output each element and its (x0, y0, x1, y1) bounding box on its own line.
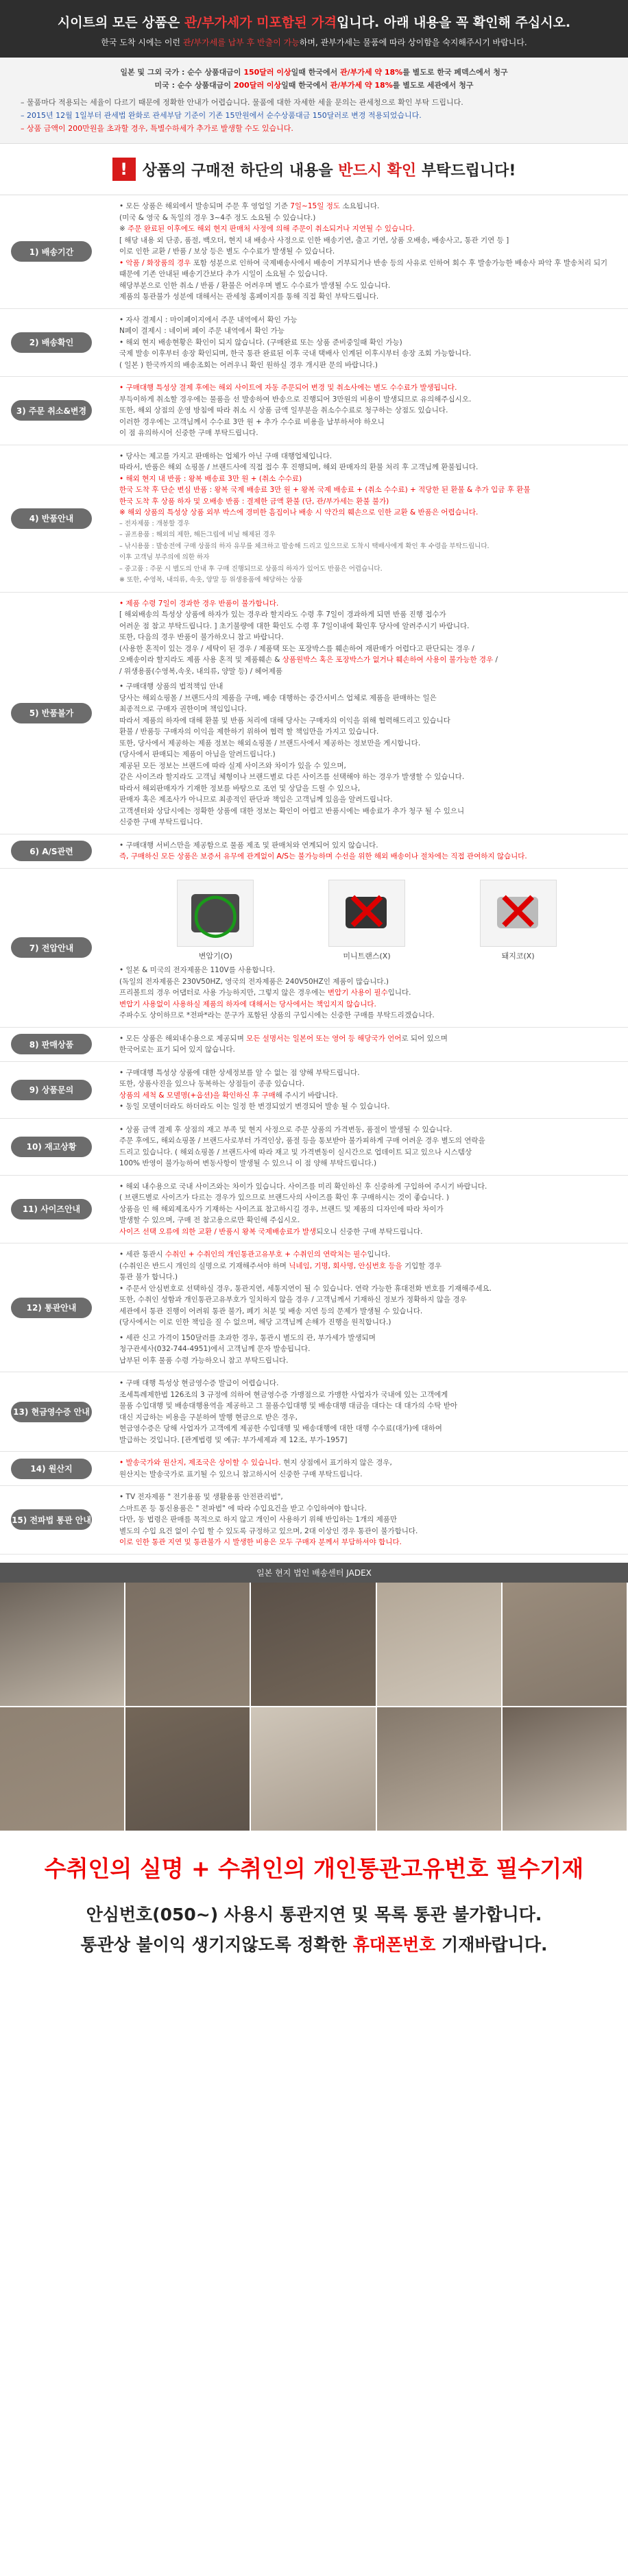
voltage-images (119, 874, 614, 965)
tax-header (0, 0, 628, 58)
check-icon: ○ (191, 880, 240, 945)
section-shipping-period: 1) 배송기간 • 모든 상품은 해외에서 발송되며 주문 후 영업일 기준 7일~15일 정도 소요됩니다. (미국 & 영국 & 독일의 경우 3~4주 정도 소요될 수 있습니다.) ※ 주문 완료된 이후에도 해외 현지 판매처 사정에 의해 주문이 취소되거나 지연될 수 있습니다. [ 해당 내용 외 단종, 품절, 백오더, 현지 내 배송사 사정으로 인한 배송기연, 출고 기연, 상품 오배송, 배송사고, 통관 기연 등 ] 이로 인한 교환 / 반품 / 보상 등은 별도 수수료가 발생될 수 있습니다. • 악품 / 화장품의 경우 포함 성분으로 인하여 국제배송사에서 배송이 거부되거나 반송 등의 사유로 인하여 회수 후 발송가능한 배송사 파악 후 발송처리 되기 때문에 기존 안내된 배송기간보다 추가 시일이 소요될 수 있습니다. 해당부분으로 인한 취소 / 반품 / 환불은 어려우며 별도 수수료가 발생될 수도 있습니다. 제품의 통관불가 성분에 대해서는 관세청 홈페이지를 통해 직접 확인 부탁드립니다. (0, 195, 628, 309)
section-label: 5) 반품불가 (11, 703, 92, 723)
bottom-line-1: 수취인의 실명 + 수취인의 개인통관고유번호 필수기재 (44, 1855, 584, 1882)
section-inquiry: 9) 상품문의 • 구매대행 특성상 상품에 대한 상세정보를 알 수 없는 점 양해 부탁드립니다. 또한, 상품사진을 있으나 동복하는 상점들이 종종 있습니다. 상품의 세척 & 모델명(+옵션)을 확인하신 후 구매해 주시기 바랍니다. • 동일 모델이더라도 하더라도 이는 일정 한 변경되었기 변경되어 발송 될 수 있습니다. (0, 1062, 628, 1119)
section-voltage: 7) 전압안내 ○ 변압기(O) ✕ 미니트랜스(X) ✕ 돼지코(X) • 일본 & 미국의 전자제품은 110V를 사용합니다. (독일의 전자제품은 230V50HZ, 영국의 전자제품은 240V50HZ인 제품이 많습니다.) 프리볼트의 경우 어댑터로 사용 가능하지만, 그렇지 않은 경우에는 변압기 사용이 필수입니다. 변압기 사용없이 사용하실 제품의 하자에 대해서는 당사에서는 책임지지 않습니다. 주파수도 상이하므로 *전파*라는 문구가 포함된 상품의 구입시에는 신중한 구매를 부탁드리겠습니다. (0, 869, 628, 1028)
warehouse-photo (0, 1706, 125, 1831)
section-cash-receipt: 13) 현금영수증 안내 • 구매 대행 특성상 현금영수증 발급이 어렵습니다. 조세특례제한법 126조의 3 규정에 의하여 현금영수증 가맹점으로 가맹한 사업자가 국내에 있는 고객에게 물품 수입대행 및 배송대행용역을 제공하고 그 물품수입대행 및 배송대행 대금을 대다는 대 대가의 수탁 받아 대신 지급하는 비용을 구분하여 발행 현금으로 받은 경우, 현금영수증은 당해 사업자가 고객에게 제공한 수입대행 및 배송대행에 대한 대행 수수료(대가)에 대하여 발급하는 것입니다. [관계법령 및 예규: 부가세제과 제 12조, 부가-1957] (0, 1372, 628, 1452)
section-label: 1) 배송기간 (11, 241, 92, 262)
bottom-line-3: 통관상 불이익 생기지않도록 정확한 휴대폰번호 기재바랍니다. (80, 1934, 548, 1955)
section-origin: 14) 원산지 • 발송국가와 원산지, 제조국은 상이할 수 있습니다. 현지 상점에서 표기하지 않은 경우, 원산지는 발송국가로 표기될 수 있으니 참고하시어 신중한 구매 부탁드립니다. (0, 1452, 628, 1486)
section-products: 8) 판매상품 • 모든 상품은 해외내수용으로 제공되며 모든 설명서는 일본어 또는 영어 등 해당국가 언어로 되어 있으며 한국어로는 표기 되어 있지 않습니다. (0, 1028, 628, 1062)
section-label: 9) 상품문의 (11, 1080, 92, 1100)
warehouse-photo (503, 1583, 628, 1706)
section-label: 6) A/S관련 (11, 841, 92, 861)
section-label: 12) 통관안내 (11, 1298, 92, 1318)
gallery-title: 일본 현지 법인 배송센터 JADEX (0, 1563, 628, 1583)
section-label: 3) 주문 취소&변경 (11, 400, 92, 421)
section-label: 7) 전압안내 (11, 937, 92, 958)
section-order-cancel: 3) 주문 취소&변경 • 구매대행 특성상 결제 후에는 해외 사이트에 자동 주문되어 변경 및 취소사에는 별도 수수료가 발생됩니다. 부득이하게 취소할 경우에는 물품을 선 발송하여 반송으로 진행되어 3만원의 비용이 발생되므로 유의해주십시오. 또한, 해외 상점의 운영 방침에 따라 취소 시 상품 금액 일부분을 취소수수료로 청구하는 상점도 있습니다. 이러한 경우에는 고객님께서 수수료 3만 원 + 추가 수수료 비용을 납부하셔야 하오니 이 점 유의하시어 신중한 구매 부탁드립니다. (0, 377, 628, 445)
section-label: 4) 반품안내 (11, 508, 92, 529)
warehouse-photo (0, 1583, 125, 1706)
tax-info (0, 58, 628, 143)
tax-notes: – 물품마다 적용되는 세율이 다르기 때문에 정확한 안내가 어렵습니다. 물품에 대한 자세한 세율 문의는 관세청으로 확인 부탁 드립니다. – 2015년 12월 1일부터 관세법 완화로 관세부담 기준이 기존 15만원에서 순수상품대금 150달러로 변경 적용되었습니다. – 상품 금액이 200만원을 초과할 경우, 특별수하세가 추가로 발생할 수도 있습니다. (21, 98, 463, 133)
warehouse-photo (251, 1706, 376, 1831)
banner-title: 상품의 구매전 하단의 내용을 반드시 확인 부탁드립니다! (142, 162, 516, 179)
section-as: 6) A/S관련 • 구매대행 서비스만을 제공함으로 물품 제조 및 판매처와 연계되어 있지 않습니다. 즉, 구매하신 모든 상품은 보증서 유무에 관계없이 A/S는 불가능하며 수선을 위한 해외 배송이나 절차에는 직접 관여하지 않습니다. (0, 834, 628, 869)
warehouse-photo (125, 1583, 251, 1706)
section-stock: 10) 재고상황 • 상품 금액 결제 후 상점의 재고 부족 및 현지 사정으로 주문 상품의 가격변동, 품절이 발생될 수 있습니다. 주문 후에도, 해외쇼핑몰 / 브랜드사로부터 가격인상, 품절 등을 통보받아 불가피하게 구매 어려운 경우 별도의 연락을 드리고 있습니다. ( 해외쇼핑몰 / 브랜드사에 따라 재고 및 가격변동이 실시간으로 업데이트 되고 있으나 시스템상 100% 반영이 불가능하여 변동사항이 발생될 수 있으니 이 점 양해 부탁드립니다.) (0, 1119, 628, 1176)
section-label: 13) 현금영수증 안내 (11, 1402, 92, 1422)
tax-usa-line: 미국 : 순수 상품대금이 200달러 이상일때 한국에서 관/부가세 약 18%를 별도로 세관에서 청구 (154, 81, 474, 90)
section-label: 10) 재고상황 (11, 1137, 92, 1157)
section-return-info: 4) 반품안내 • 당사는 제고를 가지고 판매하는 업체가 아닌 구매 대행업체입니다. 따라서, 반품은 해외 쇼핑몰 / 브랜드사에 직접 접수 후 진행되며, 해외 판매자의 환불 처리 후 고객님께 환불됩니다. • 해외 현지 내 반품 : 왕복 배송료 3만 원 + (취소 수수료) 한국 도착 후 단순 변심 반품 : 왕복 국제 배송료 3만 원 + 왕복 국제 배송료 + (취소 수수료) + 적당한 된 환불 & 추가 입금 후 환불 한국 도착 후 상품 하자 및 오배송 반품 : 결제한 금액 환불 (단, 관/부가세는 환불 불가) ※ 해외 상품의 특성상 상품 외부 박스에 경미한 흠집이나 배송 시 약간의 훼손으로 인한 교환 & 반품은 어렵습니다. – 전자제품 : 개봉할 경우 – 골프용품 : 해외의 제한, 해든그립에 비닐 해제된 경우 – 낚시용품 : 발송전에 구매 상품의 하자 유무를 체크하고 발송해 드리고 있으므로 도착시 택배사에게 확인 후 수령을 부탁드립니다. 이후 고객님 부주의에 의한 하자 – 중고품 : 주문 시 별도의 안내 후 구매 진행되므로 상품의 하자가 있어도 반품은 어렵습니다. ※ 또한, 수영복, 내의류, 속옷, 양말 등 위생용품에 해당하는 상품 (0, 445, 628, 593)
section-no-return: 5) 반품불가 • 제품 수령 7일이 경과한 경우 반품이 불가합니다. [ 해외배송의 특성상 상품에 하자가 있는 경우라 할지라도 수령 후 7일이 경과하게 되면 반품 진행 접수가 어려운 점 참고 부탁드립니다. ] 초기불량에 대한 확인도 수령 후 7일이내에 확인후 당사에 알려주시기 바랍니다. 또한, 다음의 경우 반품이 불가하오니 참고 바랍니다. (사용한 혼적이 있는 경우 / 세탁이 된 경우 / 제품택 또는 포장박스를 훼손하여 재판매가 어렵다고 판단되는 경우 / 오배송이라 할지라도 제품 사용 혼적 및 제품훼손 & 상품원박스 혹은 포장박스가 없거나 훼손하여 사용이 불가능한 경우 / / 위생용품(수영복,속옷, 내의류, 양말 등) / 헤어제품 • 구매대행 상품의 법적책임 안내 당사는 해외쇼핑몰 / 브랜드사의 제품을 구매, 배송 대행하는 중간서비스 업체로 제품을 판매하는 일은 최종적으로 구매자 권한이며 책임입니다. 따라서 제품의 하자에 대해 환불 및 반품 처리에 대해 당사는 구매자의 이익을 위해 협력해드리고 있습니다 환불 / 반품등 구매자의 이익을 제한하기 위하여 협력 할 책임만을 가지고 있습니다. 또한, 당사에서 제공하는 제품 정보는 해외쇼핑몰 / 브랜드사에서 제공하는 정보만을 게시합니다. (당사에서 판매되는 제품이 아님을 알려드립니다.) 제공된 모든 정보는 브랜드에 따라 실제 사이즈와 차이가 있을 수 있으며, 같은 사이즈라 할지라도 고객님 체형이나 브랜드별로 다른 사이즈를 선택해야 하는 경우가 발생할 수 있습니다. 따라서 해외판매자가 기재한 정보를 바탕으로 조언 및 상담을 드릴 수 있으나, 판매자 혹은 제조사가 아니므로 최종적인 판단과 책임은 고객님께 있음을 알려드립니다. 고객센터와 상담시에는 정확한 상품에 대한 정보는 확인이 어렵고 반품시에는 배송료가 추가 청구 될 수 있으니 신중한 구매 부탁드립니다. (0, 593, 628, 834)
bottom-notice (0, 1831, 628, 1977)
bottom-line-2: 안심번호(050~) 사용시 통관지연 및 목록 통관 불가합니다. (86, 1904, 542, 1924)
header-line-1: 시이트의 모든 상품은 관/부가세가 미포함된 가격입니다. 아래 내용을 꼭 확인해 주십시오. (57, 15, 571, 30)
section-label: 11) 사이즈안내 (11, 1199, 92, 1219)
section-label: 14) 원산지 (11, 1459, 92, 1479)
warehouse-photos-row-1 (0, 1583, 628, 1706)
warehouse-photo (503, 1706, 628, 1831)
notice-banner (0, 143, 628, 195)
warehouse-photo (251, 1583, 376, 1706)
warehouse-photo (377, 1706, 503, 1831)
section-radio-law: 15) 전파법 통관 안내 • TV 전자제품 " 전기용품 및 생활용품 안전관리법", 스마트폰 등 통신용품은 " 전파법" 에 따라 수입요건을 받고 수입하여야 합니다. 다만, 동 법령은 판매를 목적으로 하지 않고 개인이 사용하기 위해 반입하는 1개의 제품만 별도의 수입 요건 없이 수입 할 수 있도록 규정하고 있으며, 2대 이상인 경우 통관이 불가합니다. 이로 인한 통관 지연 및 통관불가 시 발생한 비용은 모두 구매자 분께서 부담하셔야 합니다. (0, 1486, 628, 1555)
plug-adapter-image: ✕ 돼지코(X) (480, 880, 557, 963)
transformer-image: ○ 변압기(O) (177, 880, 254, 963)
section-label: 8) 판매상품 (11, 1034, 92, 1054)
warehouse-photo (377, 1583, 503, 1706)
warehouse-photo (125, 1706, 251, 1831)
tax-japan-line: 일본 및 그외 국가 : 순수 상품대금이 150달러 이상일때 한국에서 관/부가세 약 18%를 별도로 한국 페덱스에서 청구 (120, 68, 508, 77)
section-label: 15) 전파법 통관 안내 (11, 1509, 92, 1530)
exclamation-icon: ! (112, 158, 136, 181)
cross-icon: ✕ (495, 880, 542, 945)
header-line-2: 한국 도착 시에는 이런 관/부가세를 납부 후 반출이 가능하며, 관부가세는 물품에 따라 상이함을 숙지해주시기 바랍니다. (101, 38, 527, 47)
mini-trans-image: ✕ 미니트랜스(X) (328, 880, 405, 963)
section-customs: 12) 통관안내 • 세관 통관시 수취인 + 수취인의 개인통관고유부호 + 수취인의 연락처는 필수입니다. (수취인은 반드시 개인의 실명으로 기재해주셔야 하며 닉네임, 기명, 회사명, 안심번호 등을 기입할 경우 통관 불가 합니다.) • 주문서 안심번호로 선택하실 경우, 통관지연, 세통지연이 될 수 있습니다. 연락 가능한 휴대전화 번호를 기재해주세요. 또한, 수취인 성함과 개인통관고유부호가 일치하지 않을 경우 / 고객님께서 기재하신 정보가 정확하지 않을 경우 세관에서 통관 진행이 어려워 통관 불가, 폐기 처분 및 배송 지연 등의 문제가 발생될 수 있습니다. (당사에서는 이로 인한 책임을 질 수 없으며, 해당 고객님께 손해가 진행을 원칙합니다.) • 세관 신고 가격이 150달러를 초과한 경우, 통관시 별도의 관, 부가세가 발생되며 청구관세사(032-744-4951)에서 고객님께 문자 발송됩니다. 납부된 이후 물품 수령 가능하오니 참고 부탁드립니다. (0, 1243, 628, 1372)
cross-icon: ✕ (343, 880, 390, 945)
section-shipping-check: 2) 배송확인 • 자사 결제시 : 마이페이지에서 주문 내역에서 확인 가능 N페이 결제시 : 네이버 페이 주문 내역에서 확인 가능 • 해외 현지 배송현황은 확인이 되지 않습니다. (구매완료 또는 상품 준비중일때 확인 가능) 국제 발송 이후부터 송장 확인되며, 한국 통관 완료된 이후 국내 택배사 인계된 이후시부터 송장 조회 가능합니다. ( 일본 ) 한국까지의 배송조회는 어려우니 확인 원하실 경우 개시판 문의 바랍니다.) (0, 309, 628, 377)
section-size: 11) 사이즈안내 • 해외 내수용으로 국내 사이즈와는 차이가 있습니다. 사이즈를 미리 확인하신 후 신중하게 구입하여 주시기 바랍니다. ( 브랜드별로 사이즈가 다르는 경우가 있으므로 브랜드사의 사이즈를 확인 후 구매하시는 것이 좋습니다. ) 상품을 인 해 해외제조사가 기재하는 사이즈표 참고하시길 경우, 브랜드 및 제품의 디자인에 따라 차이가 발생할 수 있으며, 구매 전 참고용으로만 확인해 주십시오. 사이즈 선택 오류에 의한 교환 / 반품시 왕복 국제배송료가 발생되오니 신중한 구매 부탁드립니다. (0, 1176, 628, 1244)
warehouse-photos-row-2 (0, 1706, 628, 1831)
section-label: 2) 배송확인 (11, 332, 92, 353)
